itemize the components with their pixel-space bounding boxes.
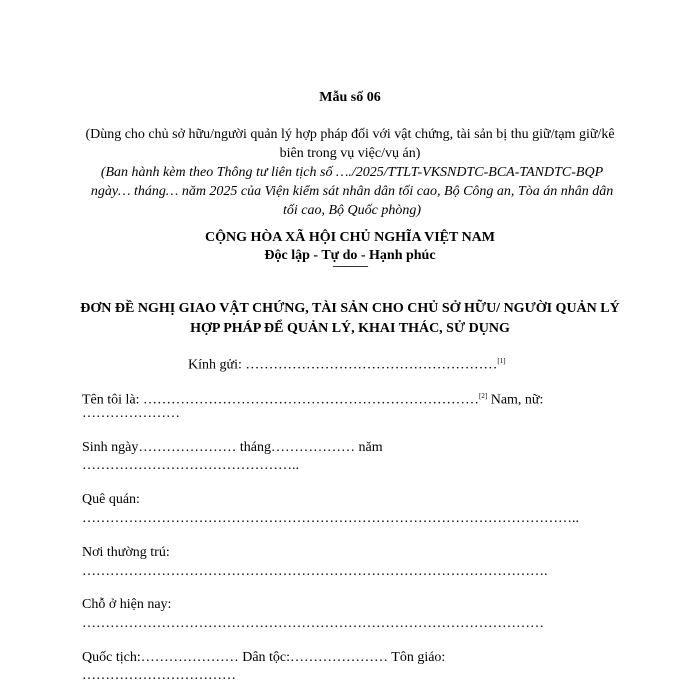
motto: Độc lập - Tự do - Hạnh phúc — [264, 248, 436, 263]
issuance-note: (Ban hành kèm theo Thông tư liên tịch số …./2025/TTLT-VKSNDTC-BCA-TANDTC-BQP ngày… tháng… năm 2025 của Viện kiểm sát nhân dân tối cao, Bộ Công an, Tòa án nhân dân tối cao, Bộ Quốc phòng) — [90, 165, 614, 218]
footnote-2: [2] — [479, 392, 488, 400]
religion-field: …………………………… — [82, 668, 236, 683]
gender-label: Nam, nữ: — [487, 392, 544, 408]
date-of-birth-continuation: ……………………………………….. — [82, 458, 299, 473]
nationality-ethnicity-religion-line: Quốc tịch:………………… Dân tộc:………………… Tôn giáo: — [82, 650, 446, 665]
current-address-field: ……………………………………………………………………………………… — [82, 616, 544, 631]
form-number: Mẫu số 06 — [319, 90, 381, 105]
hometown-label: Quê quán: — [82, 492, 140, 507]
permanent-residence-label: Nơi thường trú: — [82, 545, 170, 560]
date-of-birth-line: Sinh ngày………………… tháng……………… năm — [82, 440, 383, 455]
addressee-label: Kính gửi: ……………………………………………… — [188, 357, 498, 373]
document-title: ĐƠN ĐỀ NGHỊ GIAO VẬT CHỨNG, TÀI SẢN CHO CHỦ SỞ HỮU/ NGƯỜI QUẢN LÝ HỢP PHÁP ĐỂ QUẢN LÝ, KHAI THÁC, SỬ DỤNG — [80, 301, 620, 336]
footnote-1: [1] — [497, 357, 506, 365]
current-address-label: Chỗ ở hiện nay: — [82, 597, 172, 612]
addressee-line — [188, 352, 506, 375]
hometown-field: …………………………………………………………………………………………….. — [82, 511, 579, 526]
motto-underline: --------------- — [332, 261, 368, 272]
national-title: CỘNG HÒA XÃ HỘI CHỦ NGHĨA VIỆT NAM — [204, 230, 495, 245]
usage-note: (Dùng cho chủ sở hữu/người quản lý hợp pháp đối với vật chứng, tài sản bị thu giữ/tạm giữ/kê biên trong vụ việc/vụ án) — [85, 127, 615, 161]
full-name-label: Tên tôi là: ……………………………………………………………… — [82, 392, 480, 408]
permanent-residence-field: ………………………………………………………………………………………. — [82, 564, 548, 579]
full-name-continuation: ………………… — [82, 406, 180, 421]
